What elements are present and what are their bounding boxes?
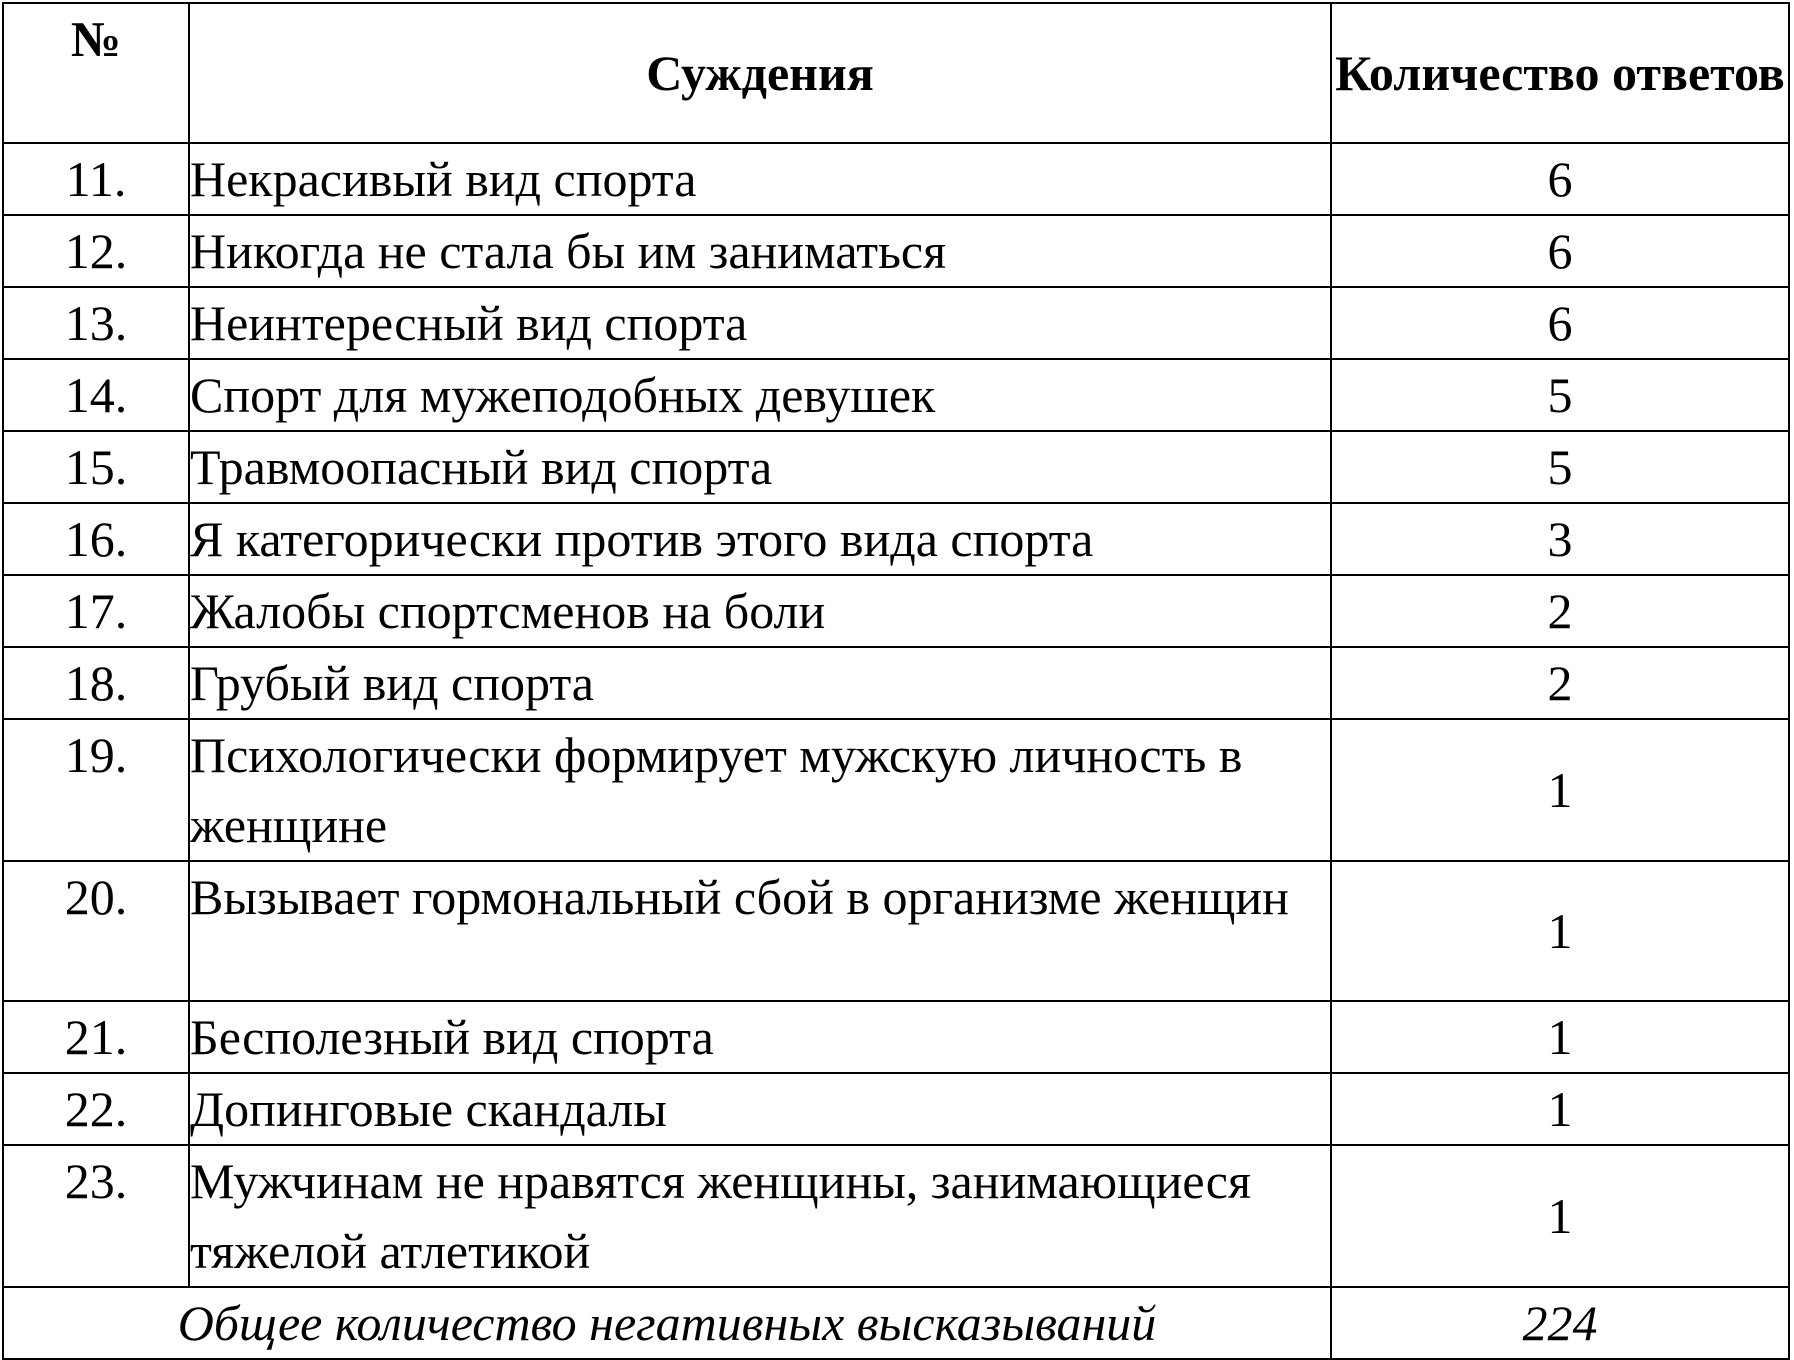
header-count: Количество ответов bbox=[1331, 3, 1789, 143]
row-judgement: Неинтересный вид спорта bbox=[189, 287, 1331, 359]
header-row bbox=[3, 3, 1789, 143]
header-judgement: Суждения bbox=[189, 3, 1331, 143]
row-judgement: Я категорически против этого вида спорта bbox=[189, 503, 1331, 575]
row-judgement: Жалобы спортсменов на боли bbox=[189, 575, 1331, 647]
row-number: 12. bbox=[3, 215, 189, 287]
row-number: 16. bbox=[3, 503, 189, 575]
row-count: 1 bbox=[1331, 1145, 1789, 1287]
row-judgement: Психологически формирует мужскую личность в женщине bbox=[189, 719, 1331, 861]
row-count: 5 bbox=[1331, 359, 1789, 431]
row-count: 5 bbox=[1331, 431, 1789, 503]
row-judgement: Мужчинам не нравятся женщины, занимающиеся тяжелой атлетикой bbox=[189, 1145, 1331, 1287]
table-row bbox=[3, 1001, 1789, 1073]
table-row bbox=[3, 503, 1789, 575]
total-label: Общее количество негативных высказываний bbox=[3, 1287, 1331, 1359]
table-row bbox=[3, 359, 1789, 431]
judgements-table bbox=[2, 2, 1790, 1360]
row-judgement: Спорт для мужеподобных девушек bbox=[189, 359, 1331, 431]
table-row bbox=[3, 1073, 1789, 1145]
row-judgement: Бесполезный вид спорта bbox=[189, 1001, 1331, 1073]
row-count: 2 bbox=[1331, 575, 1789, 647]
row-count: 1 bbox=[1331, 1073, 1789, 1145]
row-judgement: Никогда не стала бы им заниматься bbox=[189, 215, 1331, 287]
table-row bbox=[3, 861, 1789, 1001]
table-row bbox=[3, 287, 1789, 359]
row-number: 19. bbox=[3, 719, 189, 861]
table-row bbox=[3, 1145, 1789, 1287]
table-row bbox=[3, 719, 1789, 861]
row-number: 21. bbox=[3, 1001, 189, 1073]
row-number: 20. bbox=[3, 861, 189, 1001]
row-number: 15. bbox=[3, 431, 189, 503]
table-row bbox=[3, 647, 1789, 719]
row-number: 13. bbox=[3, 287, 189, 359]
header-number: № bbox=[3, 3, 189, 143]
row-judgement: Допинговые скандалы bbox=[189, 1073, 1331, 1145]
row-count: 6 bbox=[1331, 215, 1789, 287]
row-count: 6 bbox=[1331, 287, 1789, 359]
table-row bbox=[3, 143, 1789, 215]
table-row bbox=[3, 431, 1789, 503]
total-row bbox=[3, 1287, 1789, 1359]
row-number: 11. bbox=[3, 143, 189, 215]
row-count: 3 bbox=[1331, 503, 1789, 575]
row-number: 22. bbox=[3, 1073, 189, 1145]
row-count: 2 bbox=[1331, 647, 1789, 719]
row-number: 17. bbox=[3, 575, 189, 647]
row-number: 23. bbox=[3, 1145, 189, 1287]
row-number: 14. bbox=[3, 359, 189, 431]
row-number: 18. bbox=[3, 647, 189, 719]
row-count: 1 bbox=[1331, 719, 1789, 861]
row-judgement: Некрасивый вид спорта bbox=[189, 143, 1331, 215]
row-judgement: Вызывает гормональный сбой в организме женщин bbox=[189, 861, 1331, 1001]
row-judgement: Грубый вид спорта bbox=[189, 647, 1331, 719]
row-judgement: Травмоопасный вид спорта bbox=[189, 431, 1331, 503]
table-row bbox=[3, 215, 1789, 287]
table-row bbox=[3, 575, 1789, 647]
row-count: 1 bbox=[1331, 861, 1789, 1001]
row-count: 1 bbox=[1331, 1001, 1789, 1073]
row-count: 6 bbox=[1331, 143, 1789, 215]
total-value: 224 bbox=[1331, 1287, 1789, 1359]
